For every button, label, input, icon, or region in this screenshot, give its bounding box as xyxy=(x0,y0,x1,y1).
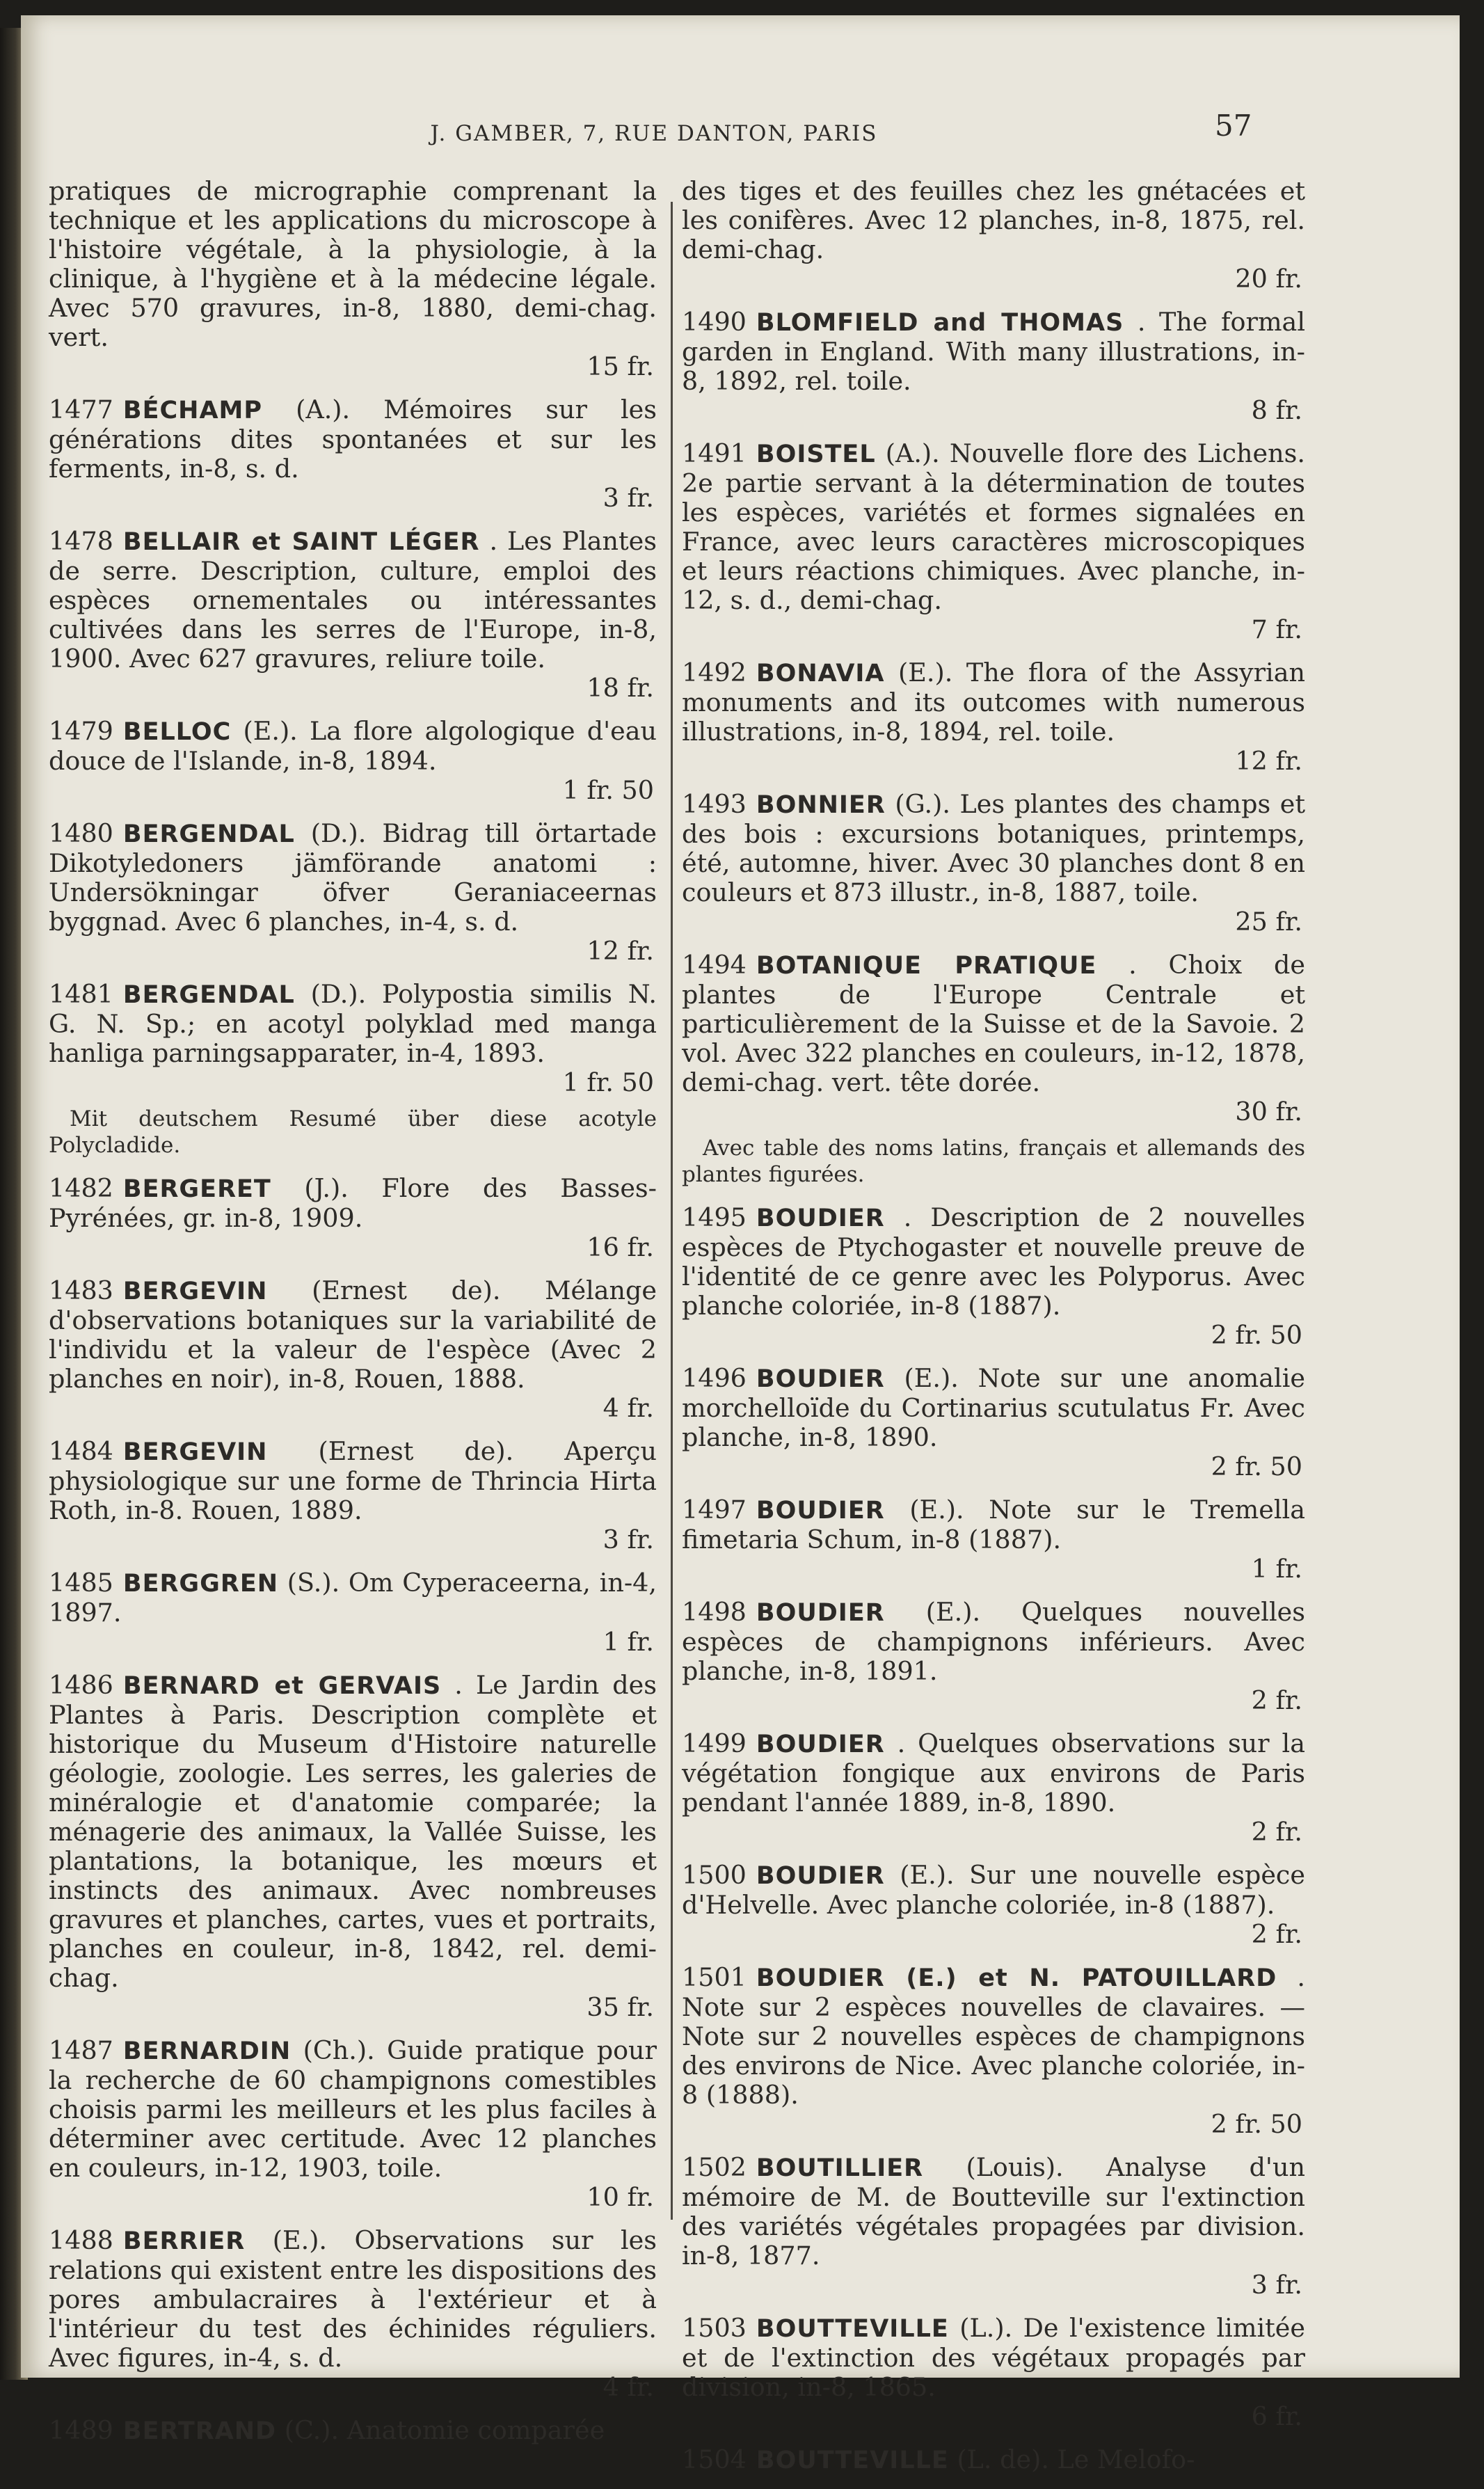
catalog-entry xyxy=(682,1495,1305,1584)
entry-text: (E.). Quelques nouvelles espèces de champignons inférieurs. Avec planche, in-8, 1891. xyxy=(682,1597,1305,1686)
entry-author: BOUDIER (E.) et N. PATOUILLARD xyxy=(756,1964,1277,1992)
entry-text: . Note sur 2 espèces nouvelles de clavaires. — Note sur 2 nouvelles espèces de champignons des environs de Nice. Avec planche coloriée, in-8 (1888). xyxy=(682,1962,1305,2110)
entry-price: 30 fr. xyxy=(1235,1097,1302,1127)
catalog-entry xyxy=(682,1598,1305,1715)
entry-text: des tiges et des feuilles chez les gnétacées et les conifères. Avec 12 planches, in-8, 1875, rel. demi-chag. xyxy=(682,176,1305,264)
entry-author: BOUTTEVILLE xyxy=(756,2447,949,2474)
entry-text: . Quelques observations sur la végétation fongique aux environs de Paris pendant l'année 1889, in-8, 1890. xyxy=(682,1728,1305,1818)
entry-author: BERGENDAL xyxy=(122,820,295,848)
entry-text: (E.). La flore algologique d'eau douce de l'Islande, in-8, 1894. xyxy=(49,716,657,776)
entry-price: 4 fr. xyxy=(603,1393,654,1423)
entry-price: 1 fr. xyxy=(1251,1554,1302,1584)
entry-text: . Les Plantes de serre. Description, culture, emploi des espèces ornementales ou intéressantes cultivées dans les serres de l'Europe, in-8, 1900. Avec 627 gravures, reliure toile. xyxy=(49,526,657,674)
entry-text: (E.). The flora of the Assyrian monuments and its outcomes with numerous illustrations, in-8, 1894, rel. toile. xyxy=(682,658,1305,747)
entry-price: 3 fr. xyxy=(1251,2270,1302,2300)
entry-price: 15 fr. xyxy=(587,351,654,381)
catalog-entry xyxy=(49,2036,657,2212)
entry-author: BÉCHAMP xyxy=(122,397,263,424)
entry-number: 1487 xyxy=(49,2035,113,2065)
entry-author: BELLAIR et SAINT LÉGER xyxy=(122,528,480,556)
entry-number: 1483 xyxy=(49,1275,113,1305)
entry-number: 1493 xyxy=(682,789,747,819)
catalog-entry xyxy=(682,1364,1305,1481)
entry-author: BERGEVIN xyxy=(122,1438,268,1466)
entry-text: (Ernest de). Aperçu physiologique sur une forme de Thrincia Hirta Roth, in-8. Rouen, 1889. xyxy=(49,1436,657,1525)
entry-price: 16 fr. xyxy=(587,1232,654,1262)
entry-number: 1497 xyxy=(682,1495,747,1525)
entry-number: 1489 xyxy=(49,2415,113,2445)
catalog-entry xyxy=(682,2314,1305,2431)
entry-author: BOUDIER xyxy=(756,1204,885,1232)
entry-text: (E.). Note sur une anomalie morchelloïde du Cortinarius scutulatus Fr. Avec planche, in-8, 1890. xyxy=(682,1363,1305,1452)
entry-number: 1490 xyxy=(682,307,747,337)
continued-entry xyxy=(49,177,657,381)
entry-text: (D.). Bidrag till örtartade Dikotyledoners jämförande anatomi : Undersökningar öfver Geraniaceernas byggnad. Avec 6 planches, in-4, s. d. xyxy=(49,818,657,937)
entry-author: BONAVIA xyxy=(756,660,885,687)
catalog-entry xyxy=(682,1963,1305,2139)
entry-price: 2 fr. 50 xyxy=(1211,1452,1302,1481)
entry-author: BOUDIER xyxy=(756,1862,885,1890)
entry-text: (L.). De l'existence limitée et de l'extinction des végétaux propagés par division, in-8, 1865. xyxy=(682,2313,1306,2402)
entry-price: 35 fr. xyxy=(587,1992,654,2022)
entry-author: BERGERET xyxy=(122,1175,271,1203)
entry-number: 1494 xyxy=(682,950,747,980)
catalog-entry xyxy=(49,527,657,703)
entry-author: BERTRAND xyxy=(122,2417,277,2445)
entry-author: BOTANIQUE PRATIQUE xyxy=(756,952,1097,980)
entry-text: . Le Jardin des Plantes à Paris. Description complète et historique du Museum d'Histoire naturelle géologie, zoologie. Les serres, les galeries de minéralogie et d'anatomie comparée; la ménagerie des animaux, la Vallée Suisse, les plantations, la botanique, les mœurs et instincts des animaux. Avec nombreuses gravures et planches, cartes, vues et portraits, planches en couleur, in-8, 1842, rel. demi-chag. xyxy=(49,1670,657,1993)
entry-price: 1 fr. 50 xyxy=(562,1067,654,1097)
catalog-entry xyxy=(682,790,1305,937)
entry-author: BERGENDAL xyxy=(122,981,295,1009)
entry-text: (Ch.). Guide pratique pour la recherche de 60 champignons comestibles choisis parmi les meilleurs et les plus faciles à déterminer avec certitude. Avec 12 planches en couleurs, in-12, 1903, toile. xyxy=(49,2035,657,2183)
entry-price: 2 fr. 50 xyxy=(1211,1320,1302,1350)
catalog-entry xyxy=(682,2445,1305,2475)
entry-author: BOUTILLIER xyxy=(756,2154,924,2182)
entry-price: 12 fr. xyxy=(587,936,654,966)
catalog-entry xyxy=(49,717,657,805)
entry-number: 1495 xyxy=(682,1202,747,1232)
entry-price: 18 fr. xyxy=(587,673,654,703)
left-column xyxy=(49,177,657,2460)
entry-price: 2 fr. 50 xyxy=(1211,2109,1302,2139)
running-header: J. GAMBER, 7, RUE DANTON, PARIS xyxy=(430,121,878,146)
entry-author: BLOMFIELD and THOMAS xyxy=(756,309,1124,337)
catalog-page xyxy=(21,15,1460,2474)
entry-number: 1498 xyxy=(682,1597,747,1627)
left-entry-list xyxy=(49,395,657,2446)
entry-price: 6 fr. xyxy=(1251,2401,1302,2431)
entry-price: 2 fr. xyxy=(1251,1919,1302,1949)
entry-number: 1492 xyxy=(682,658,747,687)
entry-number: 1478 xyxy=(49,526,113,556)
entry-price: 20 fr. xyxy=(1235,264,1302,294)
catalog-entry xyxy=(682,658,1305,776)
entry-author: BERRIER xyxy=(122,2227,246,2255)
entry-text: . The formal garden in England. With many illustrations, in-8, 1892, rel. toile. xyxy=(682,307,1305,396)
entry-author: BOUDIER xyxy=(756,1365,885,1393)
catalog-entry xyxy=(682,1729,1305,1847)
entry-number: 1500 xyxy=(682,1860,747,1890)
entry-price: 2 fr. xyxy=(1251,1817,1302,1847)
entry-number: 1502 xyxy=(682,2152,747,2182)
entry-text: . Description de 2 nouvelles espèces de Ptychogaster et nouvelle preuve de l'identité de ce genre avec les Polyporus. Avec planche coloriée, in-8 (1887). xyxy=(682,1202,1305,1321)
entry-text: (S.). Om Cyperaceerna, in-4, 1897. xyxy=(49,1568,657,1628)
catalog-entry xyxy=(49,1437,657,1554)
entry-number: 1503 xyxy=(682,2313,747,2343)
entry-author: BERNARDIN xyxy=(122,2037,292,2065)
entry-number: 1479 xyxy=(49,716,113,746)
continued-entry xyxy=(682,177,1305,294)
entry-text: (J.). Flore des Basses-Pyrénées, gr. in-8, 1909. xyxy=(49,1173,657,1233)
entry-price: 1 fr. 50 xyxy=(562,775,654,805)
right-column xyxy=(682,177,1305,2489)
entry-text: (Ernest de). Mélange d'observations botaniques sur la variabilité de l'individu et la valeur de l'espèce (Avec 2 planches en noir), in-8, Rouen, 1888. xyxy=(49,1275,657,1394)
entry-text: pratiques de micrographie comprenant la technique et les applications du microscope à l'histoire végétale, à la physiologie, à la clinique, à l'hygiène et à la médecine légale. Avec 570 gravures, in-8, 1880, demi-chag. vert. xyxy=(49,176,657,352)
catalog-entry xyxy=(49,2226,657,2402)
entry-author: BONNIER xyxy=(756,791,886,819)
entry-price: 25 fr. xyxy=(1235,907,1302,937)
catalog-entry xyxy=(49,980,657,1097)
entry-number: 1499 xyxy=(682,1728,747,1758)
entry-text: (L. de). Le Melofo- xyxy=(957,2444,1195,2474)
entry-price: 4 fr. xyxy=(603,2372,654,2402)
entry-number: 1491 xyxy=(682,438,747,468)
entry-number: 1488 xyxy=(49,2225,113,2255)
entry-text: (G.). Les plantes des champs et des bois : excursions botaniques, printemps, été, automne, hiver. Avec 30 planches dont 8 en couleurs et 873 illustr., in-8, 1887, toile. xyxy=(682,789,1306,907)
entry-price: 7 fr. xyxy=(1251,614,1302,644)
entry-price: 3 fr. xyxy=(603,1525,654,1554)
entry-author: BERGGREN xyxy=(122,1570,279,1598)
entry-author: BOUDIER xyxy=(756,1599,885,1627)
entry-text: . Choix de plantes de l'Europe Centrale et particulièrement de la Suisse et de la Savoie. 2 vol. Avec 322 planches en couleurs, in-12, 1878, demi-chag. vert. tête dorée. xyxy=(682,950,1305,1097)
catalog-entry xyxy=(49,1276,657,1423)
right-entry-list xyxy=(682,308,1305,2475)
entry-number: 1482 xyxy=(49,1173,113,1203)
catalog-entry xyxy=(49,1671,657,2022)
entry-text: (E.). Sur une nouvelle espèce d'Helvelle. Avec planche coloriée, in-8 (1887). xyxy=(682,1860,1305,1920)
entry-price: 8 fr. xyxy=(1251,395,1302,425)
entry-author: BOISTEL xyxy=(756,440,876,468)
catalog-entry xyxy=(49,2416,657,2446)
entry-price: 10 fr. xyxy=(587,2182,654,2212)
entry-number: 1485 xyxy=(49,1568,113,1598)
catalog-entry xyxy=(682,1861,1305,1949)
entry-author: BOUDIER xyxy=(756,1731,885,1758)
entry-number: 1501 xyxy=(682,1962,747,1992)
entry-price: 1 fr. xyxy=(603,1627,654,1657)
entry-number: 1486 xyxy=(49,1670,113,1700)
entry-number: 1484 xyxy=(49,1436,113,1466)
entry-price: 3 fr. xyxy=(603,483,654,513)
entry-author: BELLOC xyxy=(122,718,232,746)
entry-text: (Louis). Analyse d'un mémoire de M. de Boutteville sur l'extinction des variétés végétales propagées par division. in-8, 1877. xyxy=(682,2152,1305,2271)
entry-text: (A.). Mémoires sur les générations dites spontanées et sur les ferments, in-8, s. d. xyxy=(49,395,657,484)
entry-text: (C.). Anatomie comparée xyxy=(284,2415,605,2445)
entry-author: BOUTTEVILLE xyxy=(756,2315,949,2343)
entry-author: BOUDIER xyxy=(756,1497,885,1525)
catalog-entry xyxy=(49,1174,657,1262)
catalog-entry xyxy=(49,1568,657,1657)
catalog-entry xyxy=(682,951,1305,1127)
catalog-entry xyxy=(49,819,657,966)
catalog-entry xyxy=(682,308,1305,425)
catalog-entry xyxy=(682,1203,1305,1350)
entry-price: 2 fr. xyxy=(1251,1685,1302,1715)
entry-text: (E.). Observations sur les relations qui existent entre les dispositions des pores ambulacraires à l'extérieur et à l'intérieur du test des échinides réguliers. Avec figures, in-4, s. d. xyxy=(49,2225,657,2373)
entry-text: (E.). Note sur le Tremella fimetaria Schum, in-8 (1887). xyxy=(682,1495,1305,1554)
entry-price: 12 fr. xyxy=(1235,746,1302,776)
entry-note: Mit deutschem Resumé über diese acotyle Polycladide. xyxy=(49,1106,657,1158)
page-number: 57 xyxy=(1215,109,1252,143)
entry-author: BERGEVIN xyxy=(122,1278,268,1305)
catalog-entry xyxy=(49,395,657,513)
catalog-entry xyxy=(682,2153,1305,2300)
entry-number: 1496 xyxy=(682,1363,747,1393)
entry-note: Avec table des noms latins, français et allemands des plantes figurées. xyxy=(682,1136,1305,1187)
entry-text: (D.). Polypostia similis N. G. N. Sp.; en acotyl polyklad med manga hanliga parningsapparater, in-4, 1893. xyxy=(49,979,657,1068)
entry-author: BERNARD et GERVAIS xyxy=(122,1672,442,1700)
entry-number: 1477 xyxy=(49,395,113,424)
entry-text: (A.). Nouvelle flore des Lichens. 2e partie servant à la détermination de toutes les espèces, variétés et formes signalées en France, avec leurs caractères microscopiques et leurs réactions chimiques. Avec planche, in-12, s. d., demi-chag. xyxy=(682,438,1305,615)
entry-number: 1504 xyxy=(682,2444,747,2474)
entry-number: 1481 xyxy=(49,979,113,1009)
entry-number: 1480 xyxy=(49,818,113,848)
column-divider xyxy=(671,202,673,2220)
catalog-entry xyxy=(682,439,1305,644)
